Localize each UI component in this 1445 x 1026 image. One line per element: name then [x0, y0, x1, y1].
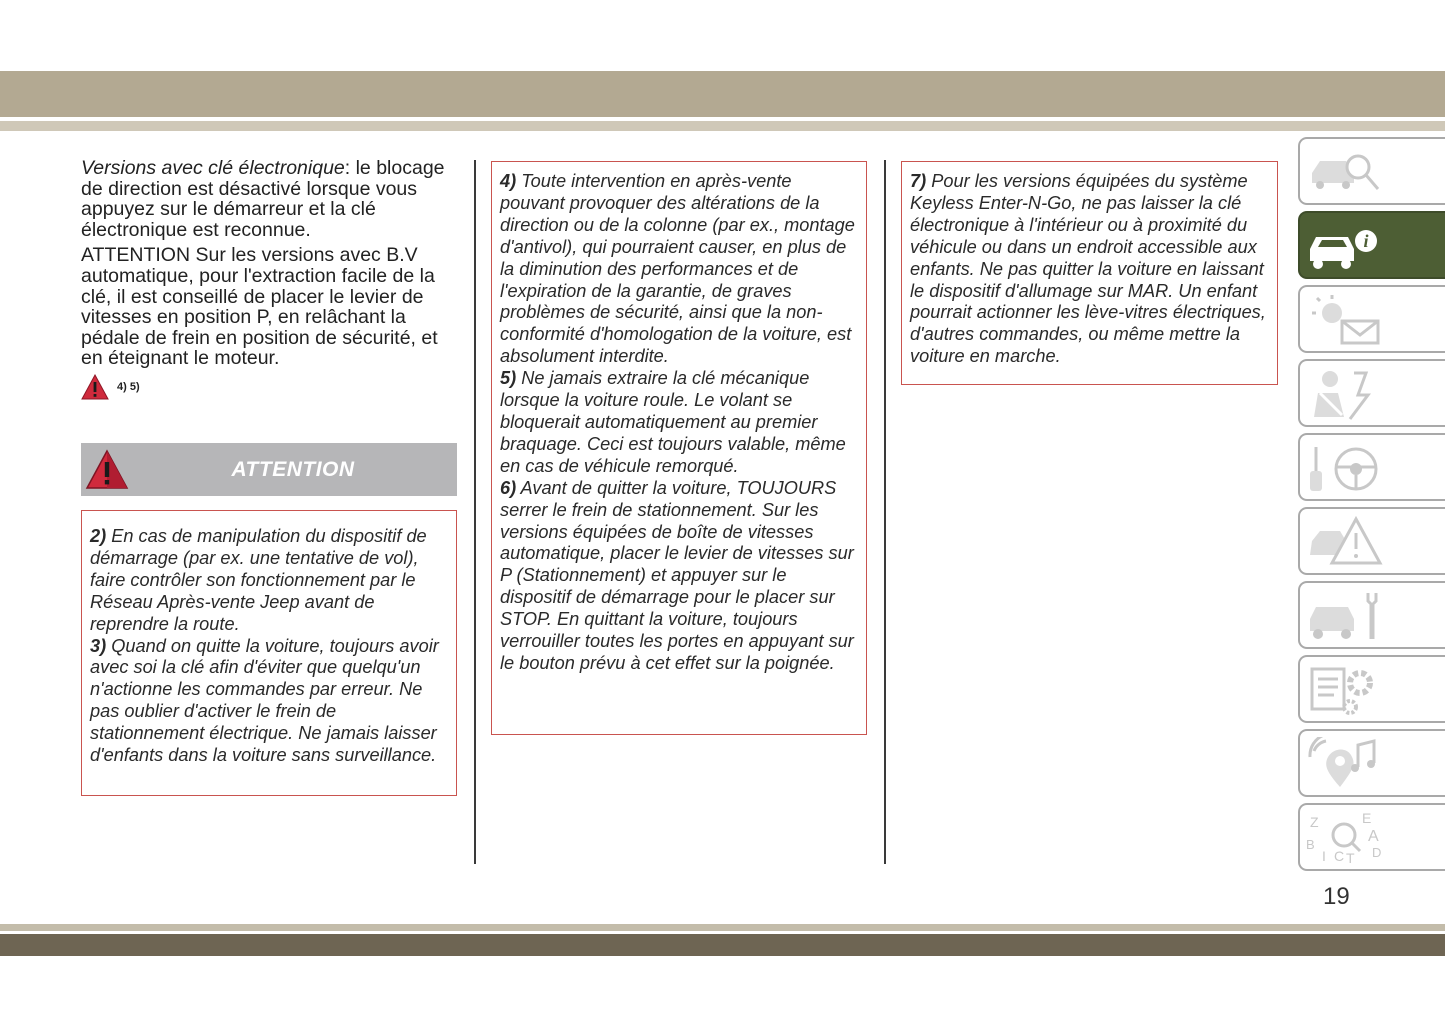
tab-car-search[interactable]: [1298, 137, 1445, 205]
warning-item: 6) Avant de quitter la voiture, TOUJOURS serrer le frein de stationnement. Sur les versions équipées de boîte de vitesses automatique, placer le levier de vitesses sur P (Stationnement) et appuyer sur le dispositif de démarrage pour le placer sur STOP. En quittant la voiture, toujours verrouiller toutes les portes en appuyant sur le bouton prévu à cet effet sur la poignée.: [500, 477, 854, 673]
attention-paragraph: ATTENTION Sur les versions avec B.V automatique, pour l'extraction facile de la clé, il est conseillé de placer le levier de vitesses en position P, en relâchant la pédale de frein en position de sécurité, et en éteignant le moteur.: [81, 244, 438, 370]
svg-text:T: T: [1346, 850, 1355, 865]
tab-car-info[interactable]: [1298, 211, 1445, 279]
tab-multimedia[interactable]: [1298, 729, 1445, 797]
footer-stripe: [0, 924, 1445, 931]
car-wrench-icon: [1306, 589, 1384, 643]
warning-box-4-6: [491, 161, 867, 735]
svg-text:i: i: [1363, 231, 1369, 251]
footer-band: [0, 934, 1445, 956]
attention-banner-label: ATTENTION: [231, 457, 355, 481]
tab-servicing[interactable]: [1298, 581, 1445, 649]
svg-text:D: D: [1372, 845, 1382, 860]
warning-item: 5) Ne jamais extraire la clé mécanique lorsque la voiture roule. Le volant se bloquerait automatiquement au premier braquage. Ceci est toujours valable, même en cas de véhicule remorqué.: [500, 368, 846, 476]
warning-box-2-3: [81, 510, 457, 796]
attention-banner: [81, 443, 457, 496]
warning-light-message-icon: [1306, 293, 1384, 347]
column-divider: [474, 160, 476, 864]
svg-text:B: B: [1306, 837, 1315, 852]
column-divider: [884, 160, 886, 864]
intro-italic: Versions avec clé électronique: [81, 157, 345, 179]
header-band: [0, 71, 1445, 117]
page-number: 19: [1323, 883, 1350, 910]
seat-belt-airbag-icon: [1306, 367, 1384, 421]
multimedia-icon: [1306, 737, 1384, 791]
left-column-text: [81, 158, 459, 374]
car-search-icon: [1306, 145, 1384, 199]
warning-reference: [81, 373, 140, 401]
warning-item: 2) En cas de manipulation du dispositif de démarrage (par ex. une tentative de vol), faire contrôler son fonctionnement par le Réseau Après-vente Jeep avant de reprendre la route.: [90, 526, 427, 634]
warning-item: 7) Pour les versions équipées du système Keyless Enter-N-Go, ne pas laisser la clé électronique à l'intérieur ou à proximité du véhicule ou dans un endroit accessible aux enfants. Ne pas quitter la voiture en laissant le dispositif d'allumage sur MAR. Un enfant pourrait actionner les lève-vitres électriques, d'autres commandes, ou même mettre la voiture en marche.: [910, 171, 1266, 367]
tab-safety[interactable]: [1298, 359, 1445, 427]
warning-refs-text: 4) 5): [117, 381, 140, 393]
svg-text:A: A: [1368, 828, 1379, 845]
warning-item: 4) Toute intervention en après-vente pouvant provoquer des altérations de la direction ou de la colonne (par ex., montage d'antivol), qui pourraient causer, en plus de la diminution des performances et de l'expiration de la garantie, de graves problèmes de sécurité, ainsi que la non-conformité d'homologation de la voiture, est absolument interdite.: [500, 171, 855, 367]
key-steering-wheel-icon: [1306, 441, 1384, 495]
tab-warning-lights[interactable]: [1298, 285, 1445, 353]
svg-text:C: C: [1334, 848, 1345, 864]
warning-item: 3) Quand on quitte la voiture, toujours avoir avec soi la clé afin d'éviter que quelqu'un n'actionne les commandes par erreur. Ne pas oublier d'activer le frein de stationnement électrique. Ne jamais laisser d'enfants dans la voiture sans surveillance.: [90, 635, 439, 766]
warning-box-7: [901, 161, 1278, 385]
alphabetical-index-icon: [1306, 811, 1384, 865]
warning-triangle-icon: [85, 449, 129, 491]
svg-text:I: I: [1322, 848, 1326, 864]
tab-specifications[interactable]: [1298, 655, 1445, 723]
tab-starting-driving[interactable]: [1298, 433, 1445, 501]
intro-rest: : le blocage de direction est désactivé lorsque vous appuyez sur le démarreur et la clé électronique est reconnue.: [81, 157, 445, 241]
intro-paragraph: [81, 158, 459, 240]
car-info-icon: [1306, 219, 1384, 273]
tab-emergency[interactable]: [1298, 507, 1445, 575]
svg-text:E: E: [1362, 811, 1372, 826]
svg-text:Z: Z: [1310, 814, 1319, 830]
tab-index[interactable]: [1298, 803, 1445, 871]
car-hazard-triangle-icon: [1306, 515, 1384, 569]
header-stripe: [0, 121, 1445, 131]
specifications-gear-icon: [1306, 663, 1384, 717]
warning-triangle-icon: [81, 374, 109, 400]
